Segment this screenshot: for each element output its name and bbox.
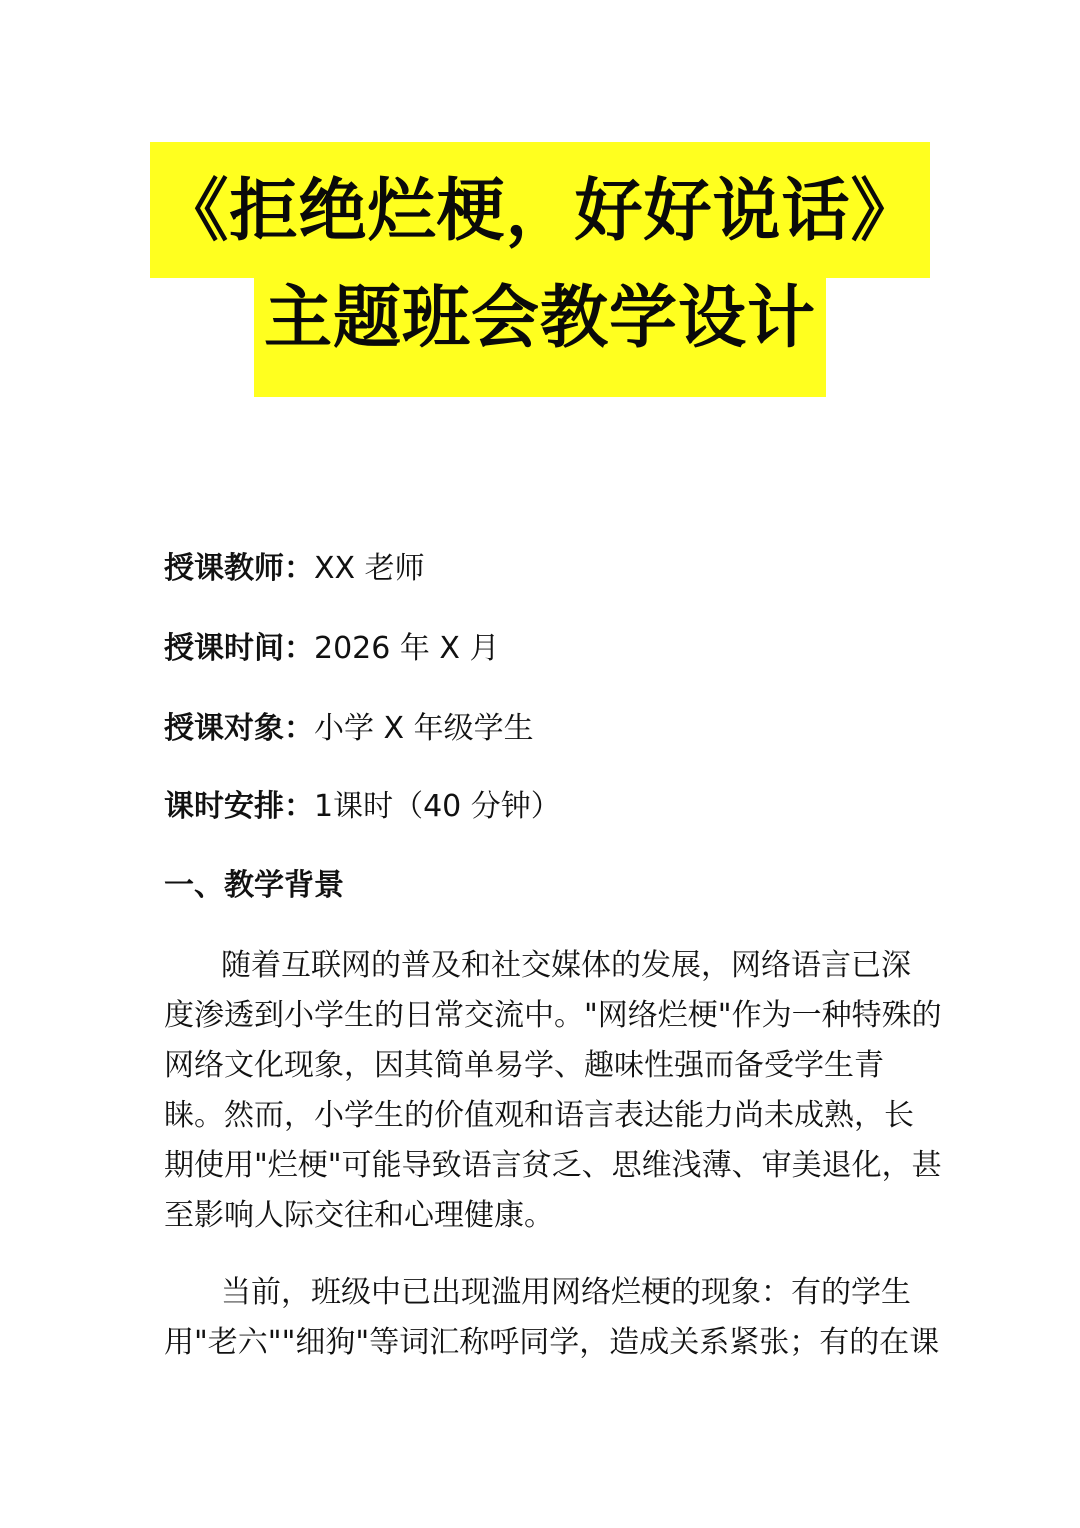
meta-time-label: 授课时间： xyxy=(164,631,314,666)
meta-teacher-value: XX 老师 xyxy=(314,551,425,586)
title-line-2 xyxy=(0,255,1080,397)
paragraph-line: 用"老六""细狗"等词汇称呼同学，造成关系紧张；有的在课 xyxy=(164,1325,940,1360)
title-highlight-2: 主题班会教学设计 xyxy=(254,255,826,397)
section-heading-background: 一、教学背景 xyxy=(164,868,344,903)
title-highlight-1: 《拒绝烂梗，好好说话》 xyxy=(150,142,929,278)
background-paragraph-2 xyxy=(164,1268,940,1368)
paragraph-line: 当前，班级中已出现滥用网络烂梗的现象：有的学生 xyxy=(221,1275,911,1310)
meta-teacher-label: 授课教师： xyxy=(164,551,314,586)
background-paragraph-1 xyxy=(164,941,942,1241)
meta-time xyxy=(164,629,500,669)
paragraph-line: 度渗透到小学生的日常交流中。"网络烂梗"作为一种特殊的 xyxy=(164,998,942,1033)
meta-target xyxy=(164,709,534,749)
meta-hours xyxy=(164,787,561,827)
meta-teacher xyxy=(164,549,425,589)
meta-target-label: 授课对象： xyxy=(164,711,314,746)
meta-hours-label: 课时安排： xyxy=(164,789,314,824)
paragraph-line: 至影响人际交往和心理健康。 xyxy=(164,1198,554,1233)
meta-hours-value: 1课时（40 分钟） xyxy=(314,789,561,824)
paragraph-line: 睐。然而，小学生的价值观和语言表达能力尚未成熟，长 xyxy=(164,1098,914,1133)
meta-target-value: 小学 X 年级学生 xyxy=(314,711,534,746)
paragraph-line: 随着互联网的普及和社交媒体的发展，网络语言已深 xyxy=(221,948,911,983)
meta-time-value: 2026 年 X 月 xyxy=(314,631,500,666)
paragraph-line: 期使用"烂梗"可能导致语言贫乏、思维浅薄、审美退化，甚 xyxy=(164,1148,942,1183)
paragraph-line: 网络文化现象，因其简单易学、趣味性强而备受学生青 xyxy=(164,1048,884,1083)
